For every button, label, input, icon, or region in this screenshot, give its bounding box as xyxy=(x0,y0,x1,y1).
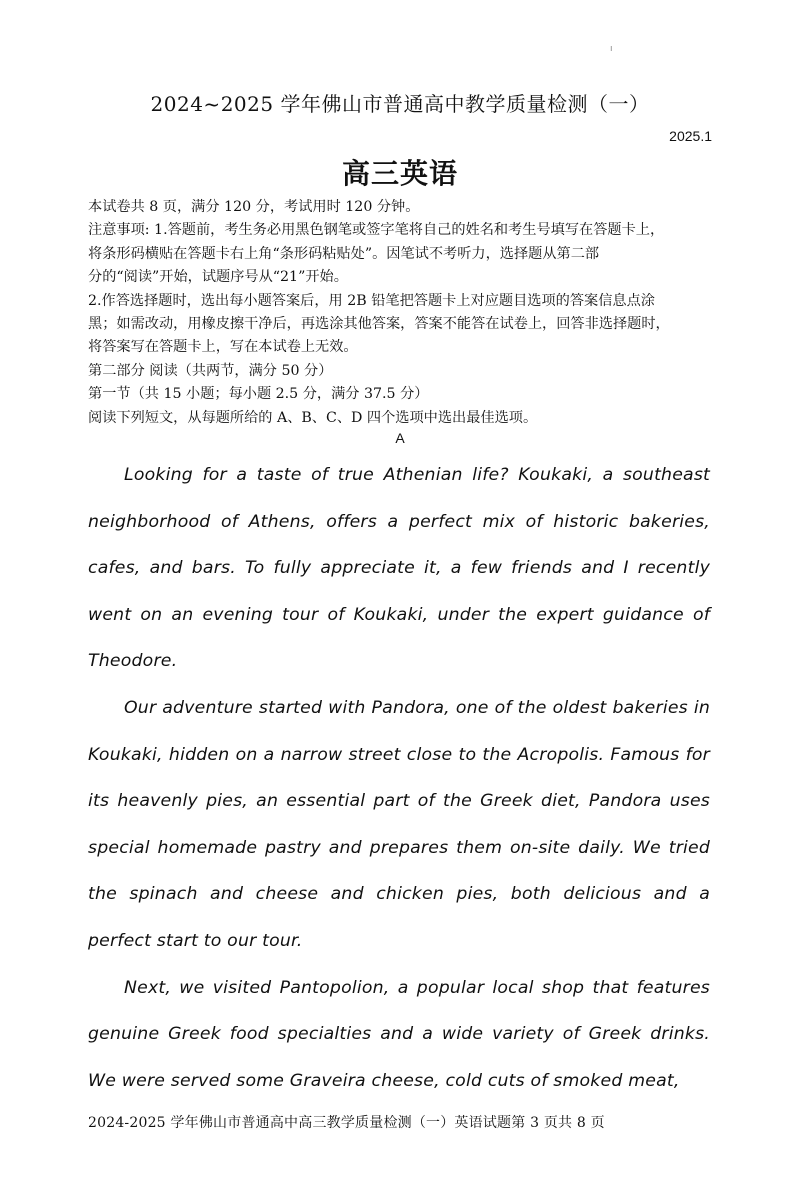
instruction-line: 分的“阅读”开始，试题序号从“21”开始。 xyxy=(88,269,348,286)
reading-directions: 阅读下列短文，从每题所给的 A、B、C、D 四个选项中选出最佳选项。 xyxy=(88,409,538,426)
paragraph: Next, we visited Pantopolion, a popular local shop that features genuine Greek food specialties and a wide variety of Greek drinks. We were served some Graveira cheese, cold cuts of smoked meat, xyxy=(88,977,710,1091)
instruction-line: 将答案写在答题卡上，写在本试卷上无效。 xyxy=(88,339,358,356)
passage-label: A xyxy=(395,430,405,446)
subsection-heading: 第一节（共 15 小题；每小题 2.5 分，满分 37.5 分） xyxy=(88,386,429,403)
instructions xyxy=(88,196,720,430)
exam-title: 2024~2025 学年佛山市普通高中教学质量检测（一） xyxy=(150,92,650,116)
instruction-line: 将条形码横贴在答题卡右上角“条形码粘贴处”。因笔试不考听力，选择题从第二部 xyxy=(88,245,600,262)
instruction-line: 注意事项: 1.答题前，考生务必用黑色钢笔或签字笔将自己的姓名和考生号填写在答题卡上， xyxy=(88,222,665,239)
instruction-line: 本试卷共 8 页，满分 120 分，考试用时 120 分钟。 xyxy=(88,199,420,215)
instruction-line: 2.作答选择题时，选出每小题答案后，用 2B 铅笔把答题卡上对应题目选项的答案信息点涂 xyxy=(88,292,655,309)
section-heading: 第二部分 阅读（共两节，满分 50 分） xyxy=(88,362,333,379)
paragraph: Our adventure started with Pandora, one of the oldest bakeries in Koukaki, hidden on a narrow street close to the Acropolis. Famous for its heavenly pies, an essential part of the Greek diet, Pandora uses special homemade pastry and prepares them on-site daily. We tried the spinach and cheese and chicken pies, both delicious and a perfect start to our tour. xyxy=(88,697,710,951)
page-footer: 2024-2025 学年佛山市普通高中高三教学质量检测（一）英语试题第 3 页共 8 页 xyxy=(88,1115,605,1131)
exam-date: 2025.1 xyxy=(669,128,712,144)
paragraph: Looking for a taste of true Athenian life? Koukaki, a southeast neighborhood of Athens, offers a perfect mix of historic bakeries, cafes, and bars. To fully appreciate it, a few friends and I recently went on an evening tour of Koukaki, under the expert guidance of Theodore. xyxy=(88,465,710,672)
subject-title: 高三英语 xyxy=(341,157,458,190)
reading-passage xyxy=(88,452,710,1104)
scan-mark: ı xyxy=(610,44,613,54)
instruction-line: 黑；如需改动，用橡皮擦干净后，再选涂其他答案，答案不能答在试卷上，回答非选择题时， xyxy=(88,316,670,333)
